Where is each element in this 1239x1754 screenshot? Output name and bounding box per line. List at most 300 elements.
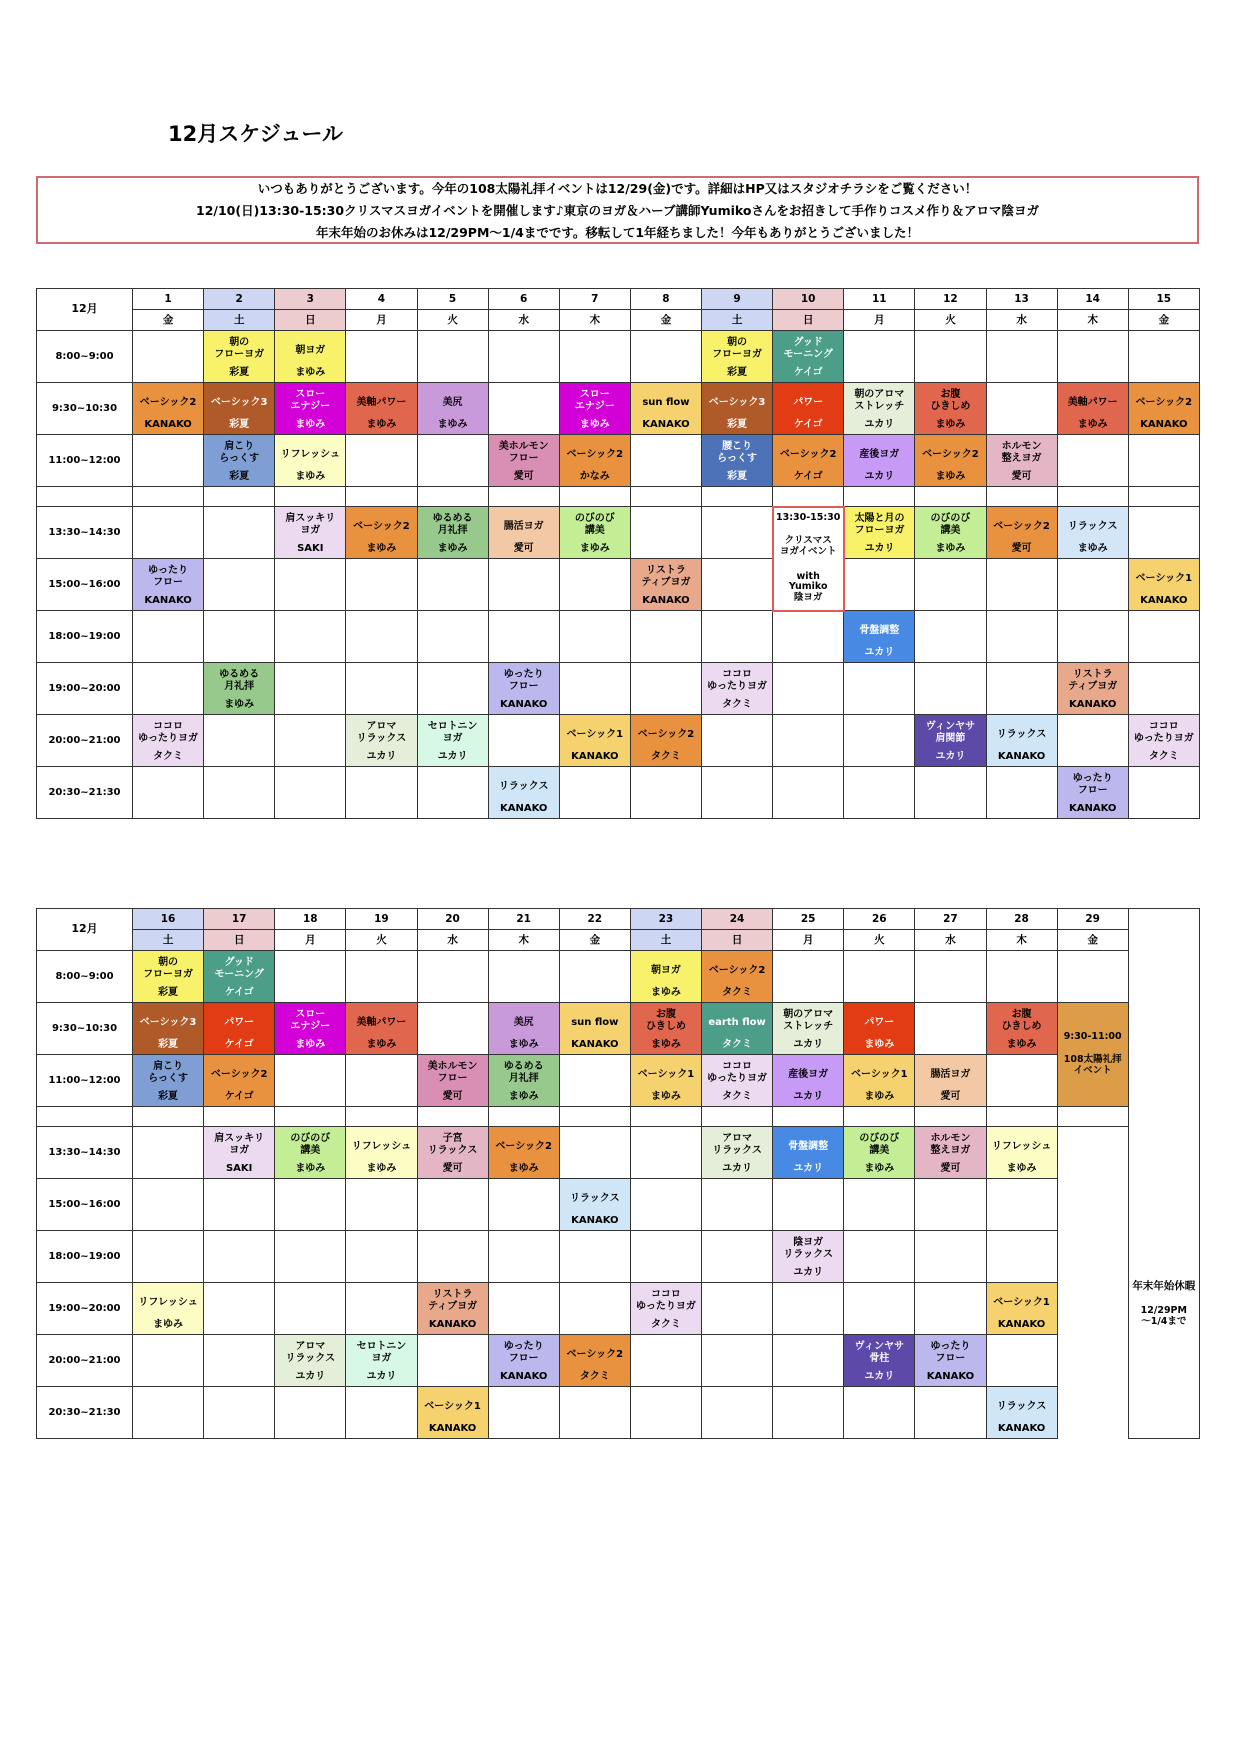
empty-cell	[1057, 559, 1128, 611]
class-name: スロー エナジー	[290, 389, 331, 412]
empty-cell	[346, 559, 417, 611]
day-of-week: 土	[204, 310, 275, 331]
instructor-name: タクミ	[722, 1038, 753, 1050]
day-date: 13	[986, 289, 1057, 310]
class-cell	[702, 951, 773, 1003]
empty-cell	[275, 487, 346, 507]
empty-cell	[133, 331, 204, 383]
class-name: ヴィンヤサ 肩関節	[925, 721, 976, 744]
empty-cell	[417, 767, 488, 819]
time-slot: 8:00~9:00	[37, 331, 133, 383]
instructor-name: タクミ	[579, 1370, 610, 1382]
empty-cell	[986, 1231, 1057, 1283]
class-name: 朝の フローヨガ	[712, 337, 763, 360]
class-cell	[559, 435, 630, 487]
instructor-name: まゆみ	[153, 1318, 184, 1330]
empty-cell	[1057, 951, 1128, 1003]
empty-cell	[275, 611, 346, 663]
instructor-name: SAKI	[225, 1162, 253, 1174]
empty-cell	[630, 1335, 701, 1387]
empty-cell	[915, 487, 986, 507]
class-name: 骨盤調整	[859, 625, 900, 636]
instructor-name: ユカリ	[793, 1038, 824, 1050]
empty-cell	[915, 1283, 986, 1335]
empty-cell	[417, 951, 488, 1003]
time-slot: 8:00~9:00	[37, 951, 133, 1003]
day-of-week: 日	[773, 310, 844, 331]
class-cell	[559, 1335, 630, 1387]
event-detail: with Yumiko 陰ヨガ	[788, 570, 828, 604]
class-name: 朝ヨガ	[650, 965, 681, 976]
empty-cell	[773, 1335, 844, 1387]
day-of-week: 木	[559, 310, 630, 331]
empty-cell	[773, 1387, 844, 1439]
class-name: 朝のアロマ ストレッチ	[783, 1009, 834, 1032]
empty-cell	[986, 1335, 1057, 1387]
instructor-name: まゆみ	[437, 542, 468, 554]
empty-cell	[915, 951, 986, 1003]
class-name: ベーシック2	[922, 449, 979, 460]
instructor-name: タクミ	[722, 1090, 753, 1102]
empty-cell	[417, 663, 488, 715]
day-of-week: 月	[844, 310, 915, 331]
instructor-name: KANAKO	[926, 1370, 975, 1382]
class-cell	[702, 331, 773, 383]
empty-cell	[559, 1387, 630, 1439]
empty-cell	[346, 331, 417, 383]
class-cell	[204, 951, 275, 1003]
empty-cell	[133, 1231, 204, 1283]
class-name: お腹 ひきしめ	[645, 1009, 686, 1032]
empty-cell	[844, 331, 915, 383]
empty-cell	[559, 611, 630, 663]
instructor-name: ユカリ	[437, 750, 468, 762]
instructor-name: SAKI	[297, 542, 324, 554]
instructor-name: まゆみ	[864, 1162, 895, 1174]
day-date: 14	[1057, 289, 1128, 310]
class-cell	[630, 1055, 701, 1107]
day-of-week: 金	[559, 930, 630, 951]
notice-box	[36, 176, 1199, 244]
instructor-name: ユカリ	[864, 418, 895, 430]
class-cell	[417, 1055, 488, 1107]
class-name: リストラ ティブヨガ	[1068, 669, 1118, 692]
day-date: 23	[630, 909, 701, 930]
empty-cell	[204, 611, 275, 663]
empty-cell	[1128, 435, 1199, 487]
empty-cell	[417, 1107, 488, 1127]
empty-cell	[702, 767, 773, 819]
class-cell	[346, 507, 417, 559]
class-name: 産後ヨガ	[859, 449, 900, 460]
empty-cell	[275, 951, 346, 1003]
class-cell	[773, 1055, 844, 1107]
class-name: 腰こり らっくす	[717, 441, 758, 464]
class-cell	[204, 663, 275, 715]
instructor-name: ユカリ	[864, 1370, 895, 1382]
instructor-name: KANAKO	[499, 802, 548, 814]
day-date: 18	[275, 909, 346, 930]
class-name: ベーシック1	[566, 729, 624, 740]
empty-cell	[630, 767, 701, 819]
instructor-name: タクミ	[153, 750, 184, 762]
class-name: ココロ ゆったりヨガ	[707, 669, 768, 692]
class-cell	[275, 383, 346, 435]
empty-cell	[630, 1107, 701, 1127]
class-name: リラックス	[1067, 521, 1118, 532]
class-cell	[844, 507, 915, 559]
empty-cell	[488, 559, 559, 611]
empty-cell	[844, 1107, 915, 1127]
instructor-name: KANAKO	[499, 1370, 548, 1382]
class-name: 朝ヨガ	[295, 345, 326, 356]
event-name: クリスマス ヨガイベント	[779, 534, 837, 557]
empty-cell	[204, 1107, 275, 1127]
instructor-name: まゆみ	[579, 418, 610, 430]
empty-cell	[346, 487, 417, 507]
empty-cell	[1057, 1107, 1128, 1127]
empty-cell	[417, 559, 488, 611]
instructor-name: まゆみ	[437, 418, 468, 430]
empty-cell	[702, 559, 773, 611]
instructor-name: KANAKO	[428, 1318, 477, 1330]
empty-cell	[346, 1231, 417, 1283]
empty-cell	[986, 559, 1057, 611]
empty-cell	[275, 715, 346, 767]
instructor-name: タクミ	[650, 1318, 681, 1330]
class-cell	[1057, 767, 1128, 819]
class-name: ベーシック3	[708, 397, 766, 408]
empty-cell	[702, 611, 773, 663]
empty-cell	[417, 435, 488, 487]
instructor-name: 愛可	[513, 542, 534, 554]
empty-cell	[204, 715, 275, 767]
instructor-name: まゆみ	[366, 1038, 397, 1050]
instructor-name: 彩夏	[158, 1038, 179, 1050]
class-cell	[702, 1003, 773, 1055]
time-slot: 13:30~14:30	[37, 1127, 133, 1179]
instructor-name: ケイゴ	[793, 418, 823, 430]
empty-cell	[773, 715, 844, 767]
instructor-name: ケイゴ	[224, 1090, 254, 1102]
class-name: ベーシック2	[566, 449, 624, 460]
instructor-name: 彩夏	[158, 986, 179, 998]
empty-cell	[773, 1107, 844, 1127]
empty-cell	[844, 487, 915, 507]
class-cell	[204, 1127, 275, 1179]
instructor-name: まゆみ	[366, 418, 397, 430]
empty-cell	[559, 1055, 630, 1107]
instructor-name: タクミ	[650, 750, 681, 762]
class-cell	[1128, 715, 1199, 767]
instructor-name: まゆみ	[1006, 1038, 1037, 1050]
empty-cell	[702, 1387, 773, 1439]
day-of-week: 水	[417, 930, 488, 951]
class-name: パワー	[864, 1017, 895, 1028]
class-cell	[204, 435, 275, 487]
class-name: ココロ ゆったりヨガ	[635, 1289, 696, 1312]
class-cell	[915, 435, 986, 487]
notice-line: 年末年始のお休みは12/29PM〜1/4までです。移転して1年経ちました！今年もありがとうございました！	[315, 225, 920, 240]
class-name: セロトニン ヨガ	[427, 721, 478, 744]
empty-cell	[559, 1283, 630, 1335]
day-of-week: 金	[630, 310, 701, 331]
class-name: ベーシック2	[139, 397, 197, 408]
holiday-title: 年末年始休暇	[1132, 1279, 1196, 1292]
day-date: 20	[417, 909, 488, 930]
page-title: 12月スケジュール	[168, 122, 343, 146]
empty-cell	[702, 507, 773, 559]
class-cell	[1128, 383, 1199, 435]
empty-cell	[844, 951, 915, 1003]
day-of-week: 火	[346, 930, 417, 951]
class-name: 子宮 リラックス	[427, 1133, 478, 1156]
empty-cell	[986, 663, 1057, 715]
class-cell	[702, 435, 773, 487]
class-name: グッド モーニング	[214, 957, 264, 980]
day-of-week: 月	[346, 310, 417, 331]
class-cell	[630, 383, 701, 435]
empty-cell	[417, 487, 488, 507]
instructor-name: まゆみ	[508, 1162, 539, 1174]
day-date: 17	[204, 909, 275, 930]
class-cell	[559, 715, 630, 767]
time-slot: 9:30~10:30	[37, 1003, 133, 1055]
instructor-name: KANAKO	[1140, 594, 1188, 606]
instructor-name: ユカリ	[722, 1162, 753, 1174]
class-name: 美尻	[442, 397, 463, 408]
empty-cell	[346, 611, 417, 663]
class-name: 美軸パワー	[356, 397, 407, 408]
empty-cell	[133, 1387, 204, 1439]
class-name: ホルモン 整えヨガ	[930, 1133, 971, 1156]
empty-cell	[417, 611, 488, 663]
empty-cell	[702, 1335, 773, 1387]
empty-cell	[986, 1107, 1057, 1127]
empty-cell	[844, 1179, 915, 1231]
day-date: 12	[915, 289, 986, 310]
empty-cell	[915, 663, 986, 715]
empty-cell	[773, 1283, 844, 1335]
instructor-name: タクミ	[722, 698, 753, 710]
empty-cell	[702, 1231, 773, 1283]
day-date: 10	[773, 289, 844, 310]
schedule-week-2	[36, 908, 1200, 1439]
class-name: ベーシック1	[851, 1069, 908, 1080]
time-slot: 18:00~19:00	[37, 1231, 133, 1283]
instructor-name: 彩夏	[727, 470, 748, 482]
class-name: ゆったり フロー	[503, 1341, 544, 1364]
class-name: 肩スッキリ ヨガ	[214, 1133, 265, 1156]
empty-cell	[275, 1055, 346, 1107]
day-of-week: 土	[702, 310, 773, 331]
empty-cell	[204, 1387, 275, 1439]
class-name: 美ホルモン フロー	[427, 1061, 478, 1084]
empty-cell	[346, 1387, 417, 1439]
class-name: earth flow	[708, 1017, 766, 1028]
day-of-week: 木	[1057, 310, 1128, 331]
class-cell	[488, 1055, 559, 1107]
empty-cell	[1128, 487, 1199, 507]
empty-cell	[1057, 331, 1128, 383]
time-slot: 20:00~21:00	[37, 1335, 133, 1387]
class-name: 美軸パワー	[1067, 397, 1118, 408]
instructor-name: ユカリ	[793, 1162, 824, 1174]
empty-cell	[346, 767, 417, 819]
empty-cell	[986, 487, 1057, 507]
class-cell	[630, 559, 701, 611]
instructor-name: ユカリ	[864, 542, 895, 554]
class-name: 腸活ヨガ	[930, 1069, 971, 1080]
holiday-cell	[1128, 909, 1199, 1439]
empty-cell	[133, 1335, 204, 1387]
empty-cell	[630, 435, 701, 487]
empty-cell	[630, 507, 701, 559]
day-date: 1	[133, 289, 204, 310]
day-date: 27	[915, 909, 986, 930]
class-cell	[133, 1055, 204, 1107]
class-cell	[133, 1003, 204, 1055]
empty-cell	[1128, 611, 1199, 663]
class-cell	[986, 1283, 1057, 1335]
empty-cell	[346, 435, 417, 487]
class-cell	[417, 383, 488, 435]
class-name: のびのび 講美	[859, 1133, 900, 1156]
class-cell	[275, 1335, 346, 1387]
empty-cell	[204, 767, 275, 819]
empty-cell	[773, 487, 844, 507]
instructor-name: 彩夏	[229, 418, 250, 430]
class-name: セロトニン ヨガ	[356, 1341, 407, 1364]
empty-cell	[204, 487, 275, 507]
class-name: sun flow	[642, 397, 690, 408]
class-name: リラックス	[996, 729, 1047, 740]
time-slot: 20:30~21:30	[37, 767, 133, 819]
class-name: 美尻	[513, 1017, 534, 1028]
class-cell	[844, 1335, 915, 1387]
empty-cell	[559, 1127, 630, 1179]
empty-cell	[844, 1387, 915, 1439]
empty-cell	[488, 1387, 559, 1439]
instructor-name: KANAKO	[642, 418, 690, 430]
empty-cell	[702, 1283, 773, 1335]
class-cell	[986, 715, 1057, 767]
class-cell	[915, 715, 986, 767]
class-cell	[488, 663, 559, 715]
empty-cell	[275, 1387, 346, 1439]
class-cell	[1057, 383, 1128, 435]
instructor-name: KANAKO	[428, 1422, 477, 1434]
empty-cell	[986, 1179, 1057, 1231]
day-of-week: 火	[844, 930, 915, 951]
class-cell	[488, 1127, 559, 1179]
empty-cell	[488, 331, 559, 383]
class-name: ベーシック1	[993, 1297, 1050, 1308]
time-slot: 13:30~14:30	[37, 507, 133, 559]
instructor-name: まゆみ	[935, 418, 966, 430]
empty-cell	[346, 1283, 417, 1335]
instructor-name: 愛可	[940, 1090, 961, 1102]
instructor-name: まゆみ	[1077, 542, 1108, 554]
class-cell	[915, 1335, 986, 1387]
instructor-name: まゆみ	[295, 1038, 326, 1050]
instructor-name: まゆみ	[935, 470, 966, 482]
spacer-row	[37, 1107, 133, 1127]
class-cell	[204, 1055, 275, 1107]
empty-cell	[133, 487, 204, 507]
class-cell	[275, 1127, 346, 1179]
instructor-name: まゆみ	[508, 1090, 539, 1102]
class-cell	[915, 383, 986, 435]
class-name: のびのび 講美	[930, 513, 971, 536]
class-name: お腹 ひきしめ	[1001, 1009, 1042, 1032]
instructor-name: ケイゴ	[793, 470, 823, 482]
class-name: リラックス	[569, 1193, 620, 1204]
class-cell	[559, 383, 630, 435]
day-date: 26	[844, 909, 915, 930]
class-name: お腹 ひきしめ	[930, 389, 971, 412]
instructor-name: 彩夏	[727, 418, 748, 430]
empty-cell	[1057, 611, 1128, 663]
class-cell	[133, 951, 204, 1003]
class-name: ベーシック1	[637, 1069, 695, 1080]
class-cell	[1128, 559, 1199, 611]
day-of-week: 火	[417, 310, 488, 331]
class-cell	[133, 383, 204, 435]
empty-cell	[559, 1107, 630, 1127]
day-date: 19	[346, 909, 417, 930]
empty-cell	[417, 1179, 488, 1231]
instructor-name: まゆみ	[864, 1038, 895, 1050]
empty-cell	[915, 331, 986, 383]
empty-cell	[1057, 435, 1128, 487]
class-cell	[773, 1003, 844, 1055]
instructor-name: タクミ	[1148, 750, 1179, 762]
instructor-name: KANAKO	[144, 594, 192, 606]
class-name: 肩こり らっくす	[219, 441, 260, 464]
empty-cell	[488, 1179, 559, 1231]
time-slot: 11:00~12:00	[37, 435, 133, 487]
instructor-name: KANAKO	[1068, 802, 1117, 814]
instructor-name: 愛可	[1011, 542, 1032, 554]
empty-cell	[630, 1387, 701, 1439]
day-date: 11	[844, 289, 915, 310]
class-name: リフレッシュ	[991, 1141, 1052, 1152]
empty-cell	[844, 767, 915, 819]
day-of-week: 月	[773, 930, 844, 951]
day-date: 7	[559, 289, 630, 310]
class-name: ベーシック2	[1135, 397, 1193, 408]
class-name: リフレッシュ	[351, 1141, 412, 1152]
special-event-cell	[1057, 1003, 1128, 1107]
day-of-week: 日	[702, 930, 773, 951]
empty-cell	[133, 611, 204, 663]
day-date: 4	[346, 289, 417, 310]
empty-cell	[1128, 507, 1199, 559]
class-name: ゆったり フロー	[148, 565, 189, 588]
class-cell	[417, 1283, 488, 1335]
instructor-name: 彩夏	[229, 470, 250, 482]
empty-cell	[133, 1179, 204, 1231]
class-name: パワー	[793, 397, 824, 408]
empty-cell	[275, 663, 346, 715]
class-name: ゆったり フロー	[1072, 773, 1113, 796]
empty-cell	[915, 611, 986, 663]
class-cell	[915, 1055, 986, 1107]
empty-cell	[346, 663, 417, 715]
instructor-name: 愛可	[513, 470, 534, 482]
class-name: ベーシック2	[637, 729, 695, 740]
